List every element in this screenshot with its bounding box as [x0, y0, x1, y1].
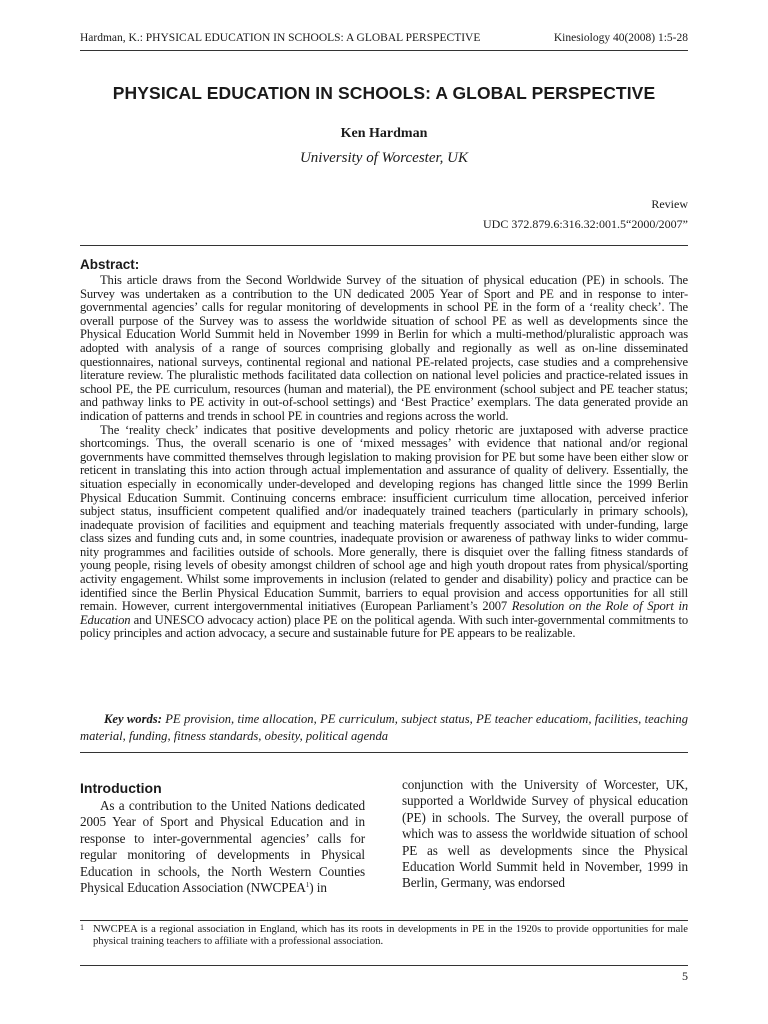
author-name: Ken Hardman	[340, 126, 428, 141]
abstract-paragraph-1: This article draws from the Second Worldwide Survey of the situation of physical education (PE) in schools. The Survey was undertaken as a contribution to the UN dedicated 2005 Year of Sport and PE and in response to inter-governmental agencies’ calls for regular monitoring of developments in school PE in the form of a ‘reality check’. The overall purpose of the Survey was to assess the worldwide situation of school PE as well as developments since the Physical Education World Summit held in November 1999 in Berlin for which a multi-method/pluralistic approach was adopted with analysis of a range of sources comprising globally and regionally as well as on-line disseminated questionnaires, national surveys, continental regional and national PE-related projects, case studies and a comprehensive literature review. The pluralistic methods facilitated data collection on national level policies and practice-related issues in school PE, the PE curriculum, resources (human and material), the PE environment (school subject and PE teacher status; and pathway links to PE activity in out-of-school settings) and ‘Best Practice’ exemplars. The data generated provide an indication of patterns and trends in school PE in countries and regions across the world.	[80, 273, 688, 423]
abstract-heading: Abstract:	[80, 257, 140, 272]
article-type: Review	[651, 197, 688, 211]
keywords-label: Key words:	[104, 712, 162, 726]
footnote-ref: 1	[305, 881, 310, 890]
footnote	[80, 924, 688, 948]
author-affiliation: University of Worcester, UK	[299, 150, 469, 166]
footnote-divider	[80, 920, 688, 921]
running-head-left: Hardman, K.: PHYSICAL EDUCATION IN SCHOOLS: A GLOBAL PERSPECTIVE	[80, 32, 481, 44]
running-head	[80, 32, 688, 51]
keywords	[80, 711, 688, 745]
footnote-mark: 1	[80, 923, 84, 932]
divider-top	[80, 245, 688, 246]
running-head-right: Kinesiology 40(2008) 1:5-28	[553, 32, 688, 44]
introduction-left-column	[80, 798, 365, 896]
footer-divider	[80, 965, 688, 966]
introduction-right-column: conjunction with the University of Worcester, UK, supported a Worldwide Survey of physical education (PE) in schools. The Survey, the overall purpose of which was to assess the worldwide situation of school PE as well as developments since the Physical Education World Summit held in November, 1999 in Berlin, Germany, was endorsed	[402, 777, 688, 891]
keywords-text: PE provision, time allocation, PE curriculum, subject status, PE teacher educatiom, facilities, teaching material, funding, fitness standards, obesity, political agenda	[80, 712, 689, 743]
article-title: PHYSICAL EDUCATION IN SCHOOLS: A GLOBAL PERSPECTIVE	[112, 83, 656, 103]
divider-bottom	[80, 752, 688, 753]
udc-code: UDC 372.879.6:316.32:001.5“2000/2007”	[483, 217, 688, 231]
page-number: 5	[682, 969, 688, 983]
abstract-p2-part2: and UNESCO advocacy action) place PE on the political agenda. With such inter-governmental commitments to policy principles and action advocacy, a secure and sustainable future for PE appears to be realizable.	[80, 612, 688, 641]
abstract-p2-part1: The ‘reality check’ indicates that positive developments and policy rhetoric are juxtaposed with adverse practice shortcomings. Thus, the overall scenario is one of ‘mixed messages’ with evidence that national and/or regional governments have committed themselves through legislation to making provision for PE but some have been either slow or reticent in translating this into action through actual implementation and assurance of quality of delivery. Essentially, the situation especially in economically under-developed and developing regions has changed little since the 1999 Berlin Physical Education Summit. Continuing concerns embrace: insufficient curriculum time allocation, perceived inferior subject status, insufficient competent qualified and/or inadequately trained teachers (particularly in primary schools), inadequate provision of facilities and equipment and teaching materials frequently associated with under-funding, large class sizes and funding cuts and, in some countries, inadequate provision or awareness of pathway links to wider community programmes and facilities outside of schools. More generally, there is disquiet over the falling fitness standards of young people, rising levels of obesity amongst children of school age and high youth dropout rates from physical/sporting activity engagement. Whilst some improvements in inclusion (related to gender and disability) policy and practice can be identified since the Berlin Physical Education Summit, barriers to equal provision and access opportunities for all still remain. However, current intergovernmental initiatives (European Parliament’s 2007	[80, 422, 688, 614]
abstract-p2-italic: Resolution on the Role of Sport in Education	[80, 599, 688, 627]
introduction-heading: Introduction	[80, 780, 162, 796]
abstract-paragraph-2	[80, 424, 688, 642]
abstract-body	[80, 274, 688, 641]
intro-left-text: As a contribution to the United Nations dedicated 2005 Year of Sport and Physical Education and in response to inter-governmental agencies’ calls for regular monitoring of developments in Physical Education in schools, the North Western Counties Physical Education Association (NWCPEA	[80, 798, 365, 896]
intro-left-end: ) in	[309, 880, 327, 896]
footnote-text: NWCPEA is a regional association in England, which has its roots in developments in PE in the 1920s to provide opportunities for male physical training teachers to affiliate with a professional association.	[93, 924, 688, 947]
